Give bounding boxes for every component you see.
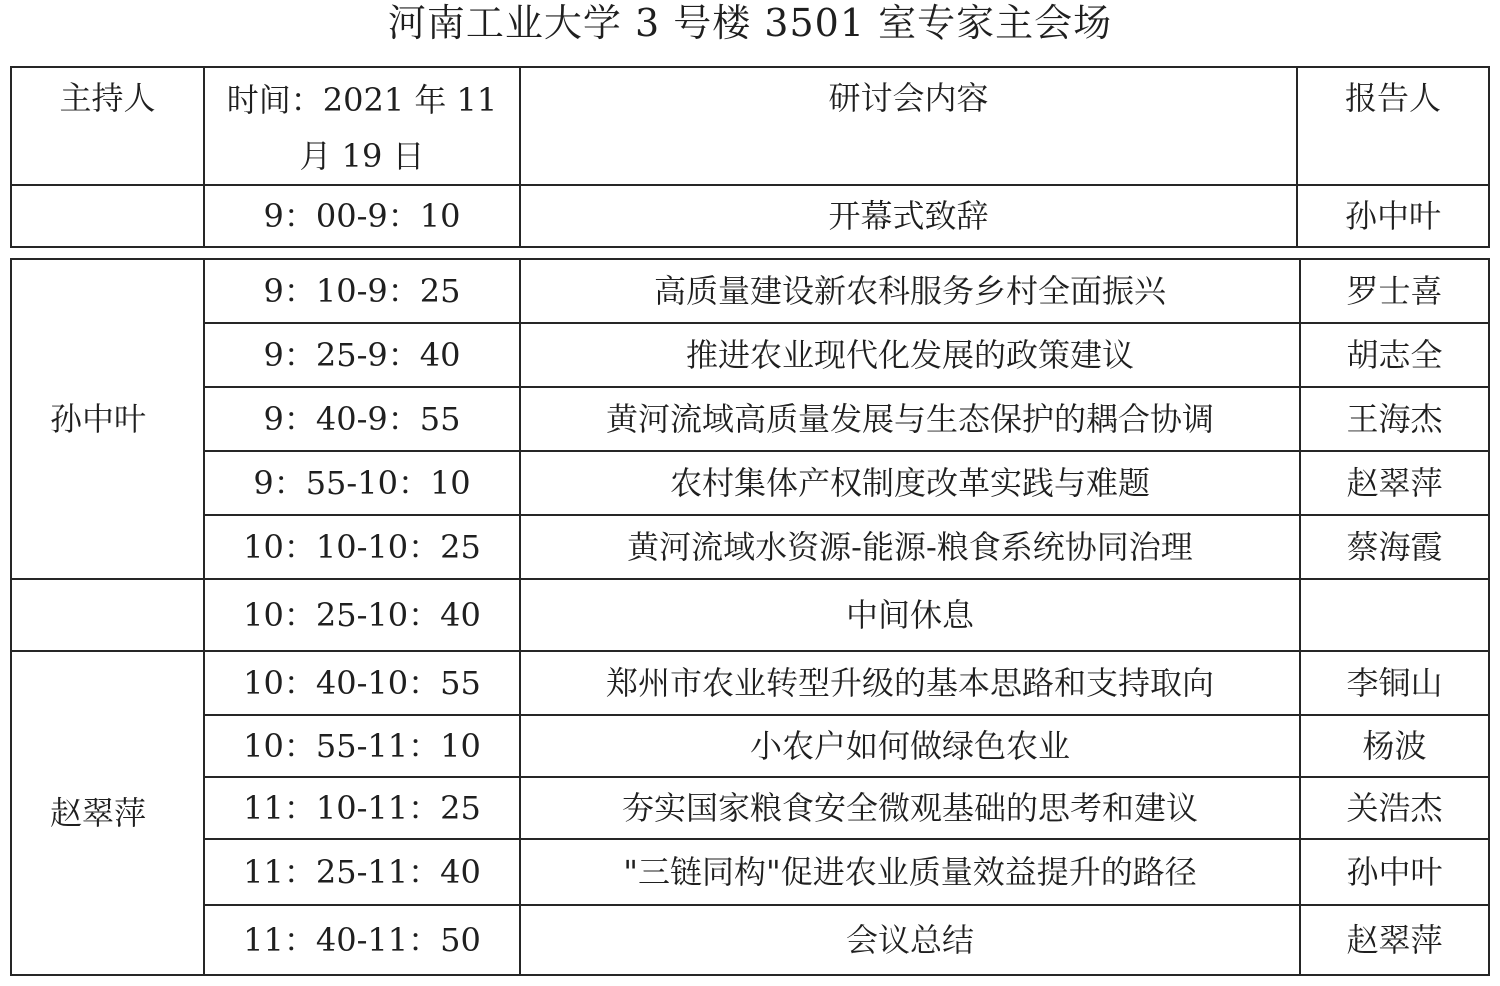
session2-host: 赵翠萍 bbox=[11, 651, 204, 975]
opening-content: 开幕式致辞 bbox=[520, 185, 1297, 247]
row-content: 黄河流域水资源-能源-粮食系统协同治理 bbox=[520, 515, 1300, 579]
row-time: 10：40-10：55 bbox=[204, 651, 520, 715]
row-time: 10：55-11：10 bbox=[204, 715, 520, 777]
table-row bbox=[11, 715, 1489, 777]
schedule-table-body bbox=[10, 258, 1490, 976]
row-content: 夯实国家粮食安全微观基础的思考和建议 bbox=[520, 777, 1300, 839]
table-row bbox=[11, 259, 1489, 323]
row-content: 高质量建设新农科服务乡村全面振兴 bbox=[520, 259, 1300, 323]
row-speaker: 胡志全 bbox=[1300, 323, 1489, 387]
table-row bbox=[11, 905, 1489, 975]
break-host bbox=[11, 579, 204, 651]
table-row bbox=[11, 451, 1489, 515]
row-speaker: 赵翠萍 bbox=[1300, 905, 1489, 975]
session1-host: 孙中叶 bbox=[11, 259, 204, 579]
row-content: 农村集体产权制度改革实践与难题 bbox=[520, 451, 1300, 515]
opening-speaker: 孙中叶 bbox=[1297, 185, 1489, 247]
row-content: 郑州市农业转型升级的基本思路和支持取向 bbox=[520, 651, 1300, 715]
opening-time: 9：00-9：10 bbox=[204, 185, 520, 247]
table-header-row bbox=[11, 67, 1489, 185]
row-speaker: 孙中叶 bbox=[1300, 839, 1489, 905]
table-row bbox=[11, 387, 1489, 451]
row-time: 10：10-10：25 bbox=[204, 515, 520, 579]
host-column-header: 主持人 bbox=[11, 67, 204, 185]
break-row bbox=[11, 579, 1489, 651]
table-row bbox=[11, 651, 1489, 715]
speaker-column-header: 报告人 bbox=[1297, 67, 1489, 185]
row-content: "三链同构"促进农业质量效益提升的路径 bbox=[520, 839, 1300, 905]
row-speaker: 关浩杰 bbox=[1300, 777, 1489, 839]
table-row bbox=[11, 515, 1489, 579]
break-time: 10：25-10：40 bbox=[204, 579, 520, 651]
table-row bbox=[11, 777, 1489, 839]
row-time: 9：10-9：25 bbox=[204, 259, 520, 323]
row-speaker: 李铜山 bbox=[1300, 651, 1489, 715]
row-speaker: 蔡海霞 bbox=[1300, 515, 1489, 579]
table-row bbox=[11, 323, 1489, 387]
row-speaker: 赵翠萍 bbox=[1300, 451, 1489, 515]
break-speaker bbox=[1300, 579, 1489, 651]
row-time: 11：25-11：40 bbox=[204, 839, 520, 905]
opening-host bbox=[11, 185, 204, 247]
row-time: 11：40-11：50 bbox=[204, 905, 520, 975]
row-time: 9：25-9：40 bbox=[204, 323, 520, 387]
table-row bbox=[11, 839, 1489, 905]
content-column-header: 研讨会内容 bbox=[520, 67, 1297, 185]
row-content: 会议总结 bbox=[520, 905, 1300, 975]
row-time: 11：10-11：25 bbox=[204, 777, 520, 839]
page-title: 河南工业大学 3 号楼 3501 室专家主会场 bbox=[387, 1, 1113, 45]
row-speaker: 王海杰 bbox=[1300, 387, 1489, 451]
schedule-table-header bbox=[10, 66, 1490, 248]
row-speaker: 罗士喜 bbox=[1300, 259, 1489, 323]
time-column-header: 时间：2021 年 11 月 19 日 bbox=[204, 67, 520, 185]
row-time: 9：40-9：55 bbox=[204, 387, 520, 451]
row-content: 黄河流域高质量发展与生态保护的耦合协调 bbox=[520, 387, 1300, 451]
row-content: 推进农业现代化发展的政策建议 bbox=[520, 323, 1300, 387]
row-content: 小农户如何做绿色农业 bbox=[520, 715, 1300, 777]
break-content: 中间休息 bbox=[520, 579, 1300, 651]
opening-row bbox=[11, 185, 1489, 247]
row-time: 9：55-10：10 bbox=[204, 451, 520, 515]
row-speaker: 杨波 bbox=[1300, 715, 1489, 777]
